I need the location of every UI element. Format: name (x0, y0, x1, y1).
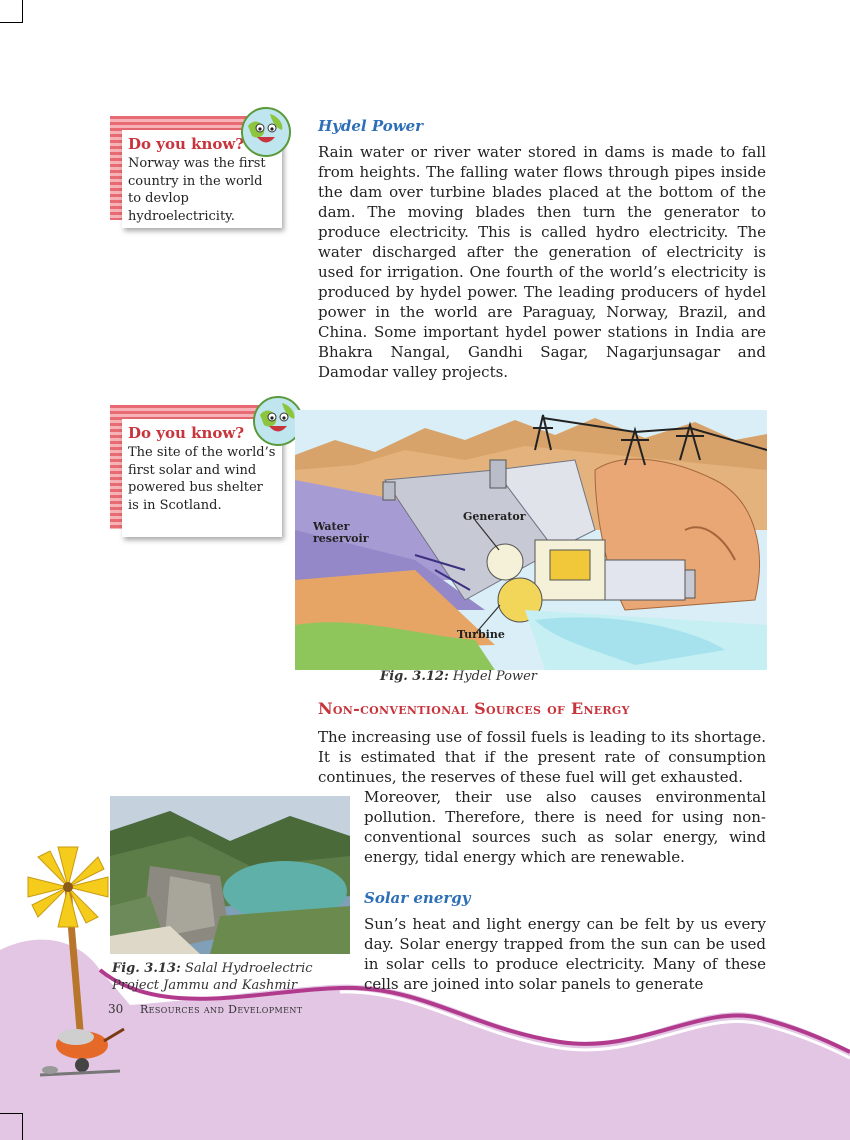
caption-number: Fig. 3.12: (380, 669, 449, 684)
caption-text: Salal Hydroelectric Project Jammu and Kashmir (112, 961, 313, 993)
hydel-power-diagram (295, 410, 767, 670)
caption-number: Fig. 3.13: (112, 961, 181, 976)
caption-text: Hydel Power (452, 669, 537, 684)
nonconventional-paragraph-a: The increasing use of fossil fuels is leading to its shortage. It is estimated that if the present rate of consumption continues, the reserves of these fuel will get exhausted. (318, 728, 766, 786)
page-number: 30 (108, 1002, 124, 1016)
know-box-title: Do you know? (128, 135, 245, 153)
water-label: Water (313, 520, 350, 533)
solar-paragraph: Sun’s heat and light energy can be felt by us every day. Solar energy trapped from the sun can be used in solar cells to produce electricity. Many of these cells are joined into solar panels to generate (364, 915, 766, 993)
smiling-globe-icon (240, 106, 292, 158)
solar-heading: Solar energy (364, 889, 471, 907)
reservoir-label: reservoir (313, 532, 369, 545)
nonconventional-paragraph-b: Moreover, their use also causes environmental pollution. Therefore, there is need for using non-conventional sources such as solar energy, wind energy, tidal energy which are renewable. (364, 788, 766, 866)
book-title: Resources and Development (140, 1003, 303, 1016)
know-box-text: The site of the world’s first solar and wind powered bus shelter is in Scotland. (128, 445, 276, 513)
fig-3-13-caption (112, 960, 337, 994)
generator-label: Generator (463, 510, 526, 523)
hydel-paragraph: Rain water or river water stored in dams is made to fall from heights. The falling water flows through pipes inside the dam over turbine blades placed at the bottom of the dam. The moving blades then turn the generator to produce electricity. This is called hydro electricity. The water discharged after the generation of electricity is used for irrigation. One fourth of the world’s electricity is produced by hydel power. The leading producers of hydel power in the world are Paraguay, Norway, Brazil, and China. Some important hydel power stations in India are Bhakra Nangal, Gandhi Sagar, Nagarjunsagar and Damodar valley projects. (318, 143, 766, 381)
hydel-heading: Hydel Power (318, 117, 424, 135)
fig-3-12-caption (380, 668, 537, 685)
turbine-label: Turbine (457, 628, 505, 641)
know-box-text: Norway was the first country in the world to devlop hydroelectricity. (128, 156, 266, 224)
know-box-title: Do you know? (128, 424, 245, 442)
crop-mark-bottom-left (0, 1113, 23, 1140)
crop-mark-top-left (0, 0, 23, 23)
salal-dam-photo (110, 796, 350, 954)
nonconventional-section-title: Non-conventional Sources of Energy (318, 699, 630, 718)
